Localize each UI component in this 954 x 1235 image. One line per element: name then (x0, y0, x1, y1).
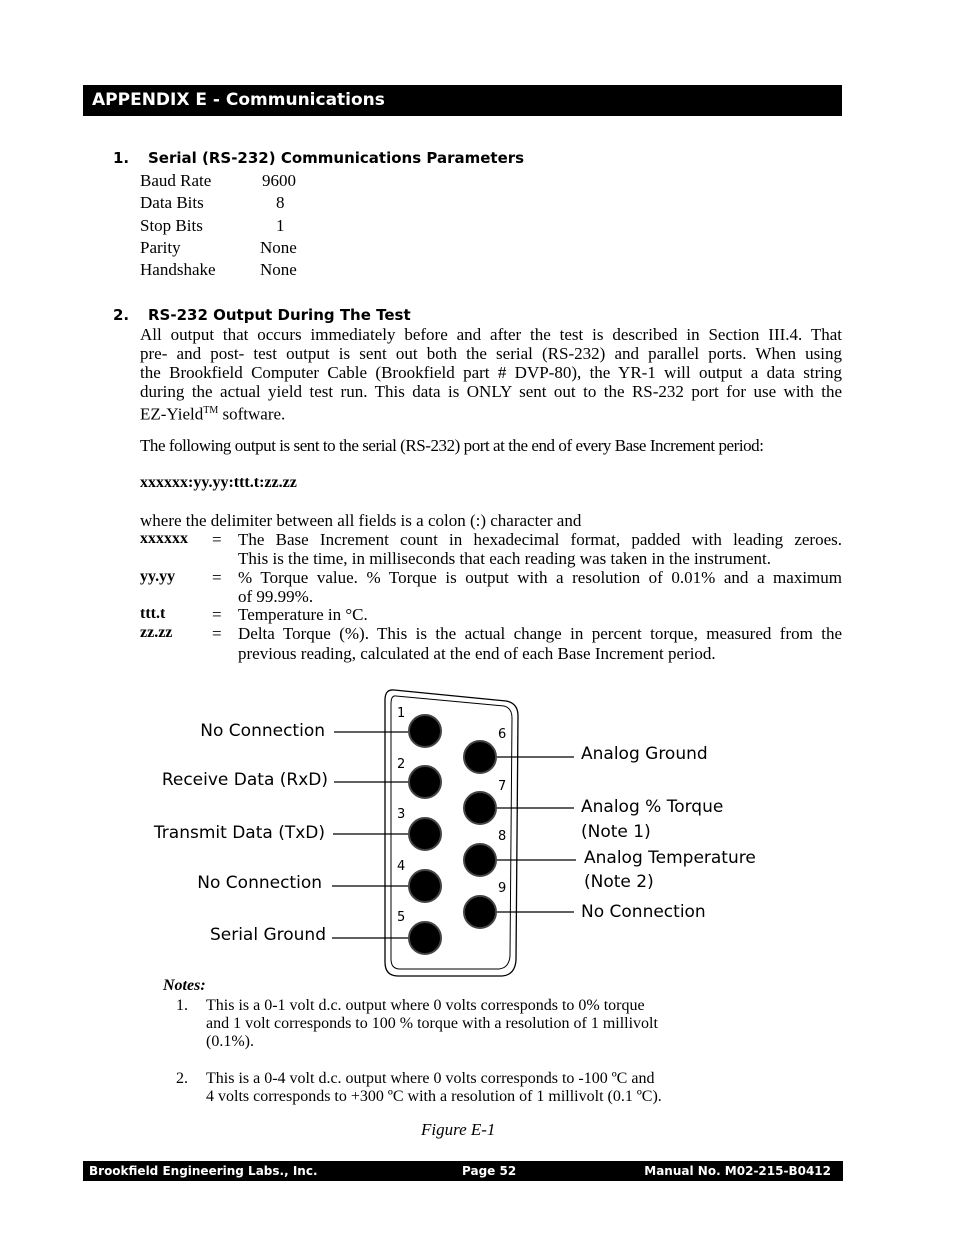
section-1-number: 1. (113, 149, 130, 167)
def-line: % Torque value. % Torque is output with a resolution of 0.01% and a maximum (238, 568, 842, 587)
pin-4-label: No Connection (197, 873, 322, 893)
note-number: 1. (176, 997, 188, 1014)
pin-2 (409, 766, 441, 798)
section-2-title: RS-232 Output During The Test (148, 306, 411, 324)
equals-sign: = (212, 624, 222, 643)
pin-number: 3 (397, 807, 406, 822)
figure-caption: Figure E-1 (421, 1120, 496, 1139)
output-format-string: xxxxxx:yy.yy:ttt.t:zz.zz (140, 474, 297, 491)
equals-sign: = (212, 530, 222, 549)
pin-number: 1 (397, 706, 406, 721)
pin-7-note: (Note 1) (581, 822, 651, 842)
pin-number: 9 (498, 881, 507, 896)
def-line: Delta Torque (%). This is the actual change in percent torque, measured from the (238, 624, 842, 643)
param-value: None (260, 260, 297, 279)
param-name: Handshake (140, 260, 216, 279)
para-line: All output that occurs immediately before and after the test is described in Section III.4. That (140, 325, 842, 344)
param-value: None (260, 238, 297, 257)
param-name: Data Bits (140, 193, 204, 212)
footer-page-number: Page 52 (462, 1164, 517, 1178)
field-key: ttt.t (140, 605, 166, 622)
pin-6-label: Analog Ground (581, 744, 708, 764)
def-line: previous reading, calculated at the end of each Base Increment period. (238, 644, 716, 663)
pin-2-label: Receive Data (RxD) (161, 770, 328, 790)
delimiter-text: where the delimiter between all fields is a colon (:) character and (140, 511, 582, 530)
output-intro: The following output is sent to the serial (RS-232) port at the end of every Base Increment period: (140, 436, 764, 455)
software-text: software. (218, 404, 286, 424)
pin-4 (409, 870, 441, 902)
note-line: (0.1%). (206, 1033, 254, 1050)
pin-number: 7 (498, 779, 507, 794)
pin-7-label: Analog % Torque (581, 797, 724, 817)
note-line: and 1 volt corresponds to 100 % torque with a resolution of 1 millivolt (206, 1015, 658, 1032)
pin-9 (464, 896, 496, 928)
pin-6 (464, 741, 496, 773)
footer-company: Brookfield Engineering Labs., Inc. (89, 1164, 318, 1178)
field-key: xxxxxx (140, 530, 188, 547)
param-name: Baud Rate (140, 171, 212, 190)
param-name: Parity (140, 238, 181, 257)
param-value: 9600 (262, 171, 296, 190)
pin-7 (464, 792, 496, 824)
section-2-number: 2. (113, 306, 130, 324)
pin-number: 4 (397, 859, 406, 874)
field-key: yy.yy (140, 568, 176, 585)
pin-8-note: (Note 2) (584, 872, 654, 892)
note-text (206, 1070, 662, 1106)
field-key: zz.zz (140, 624, 173, 641)
pin-8-label: Analog Temperature (584, 848, 756, 868)
pin-5-label: Serial Ground (209, 925, 326, 945)
def-line: The Base Increment count in hexadecimal format, padded with leading zeroes. (238, 530, 842, 549)
pin-3-label: Transmit Data (TxD) (153, 823, 325, 843)
pin-1-label: No Connection (200, 721, 325, 741)
equals-sign: = (212, 568, 222, 587)
note-text (206, 997, 658, 1051)
note-line: This is a 0-1 volt d.c. output where 0 volts corresponds to 0% torque (206, 997, 645, 1014)
page-footer (83, 1161, 843, 1181)
para-line: the Brookfield Computer Cable (Brookfield part # DVP-80), the YR-1 will output a data string (140, 363, 842, 382)
param-value: 8 (276, 193, 285, 212)
def-line: of 99.99%. (238, 587, 314, 606)
pin-number: 8 (498, 829, 507, 844)
def-line: Temperature in °C. (238, 605, 368, 624)
param-name: Stop Bits (140, 216, 203, 235)
note-line: This is a 0-4 volt d.c. output where 0 volts corresponds to -100 ºC and (206, 1070, 655, 1087)
pin-8 (464, 844, 496, 876)
equals-sign: = (212, 605, 222, 624)
pin-number: 5 (397, 910, 406, 925)
ez-yield-text: EZ-Yield (140, 404, 204, 424)
def-line: This is the time, in milliseconds that each reading was taken in the instrument. (238, 549, 772, 568)
pin-1 (409, 715, 441, 747)
pin-3 (409, 818, 441, 850)
para-line: during the actual yield test run. This data is ONLY sent out to the RS-232 port for use with the (140, 382, 842, 401)
pin-9-label: No Connection (581, 902, 706, 922)
page-title: APPENDIX E - Communications (83, 85, 842, 116)
pin-number: 6 (498, 727, 507, 742)
notes-title: Notes: (163, 977, 206, 994)
pin-number: 2 (397, 757, 406, 772)
trademark-symbol: TM (203, 405, 219, 416)
param-value: 1 (276, 216, 285, 235)
note-line: 4 volts corresponds to +300 ºC with a resolution of 1 millivolt (0.1 ºC). (206, 1088, 662, 1105)
para-line: pre- and post- test output is sent out both the serial (RS-232) and parallel ports. When using (140, 344, 842, 363)
section-1-title: Serial (RS-232) Communications Parameters (148, 149, 525, 167)
note-number: 2. (176, 1070, 188, 1087)
pin-5 (409, 922, 441, 954)
footer-manual-number: Manual No. M02-215-B0412 (644, 1164, 831, 1178)
